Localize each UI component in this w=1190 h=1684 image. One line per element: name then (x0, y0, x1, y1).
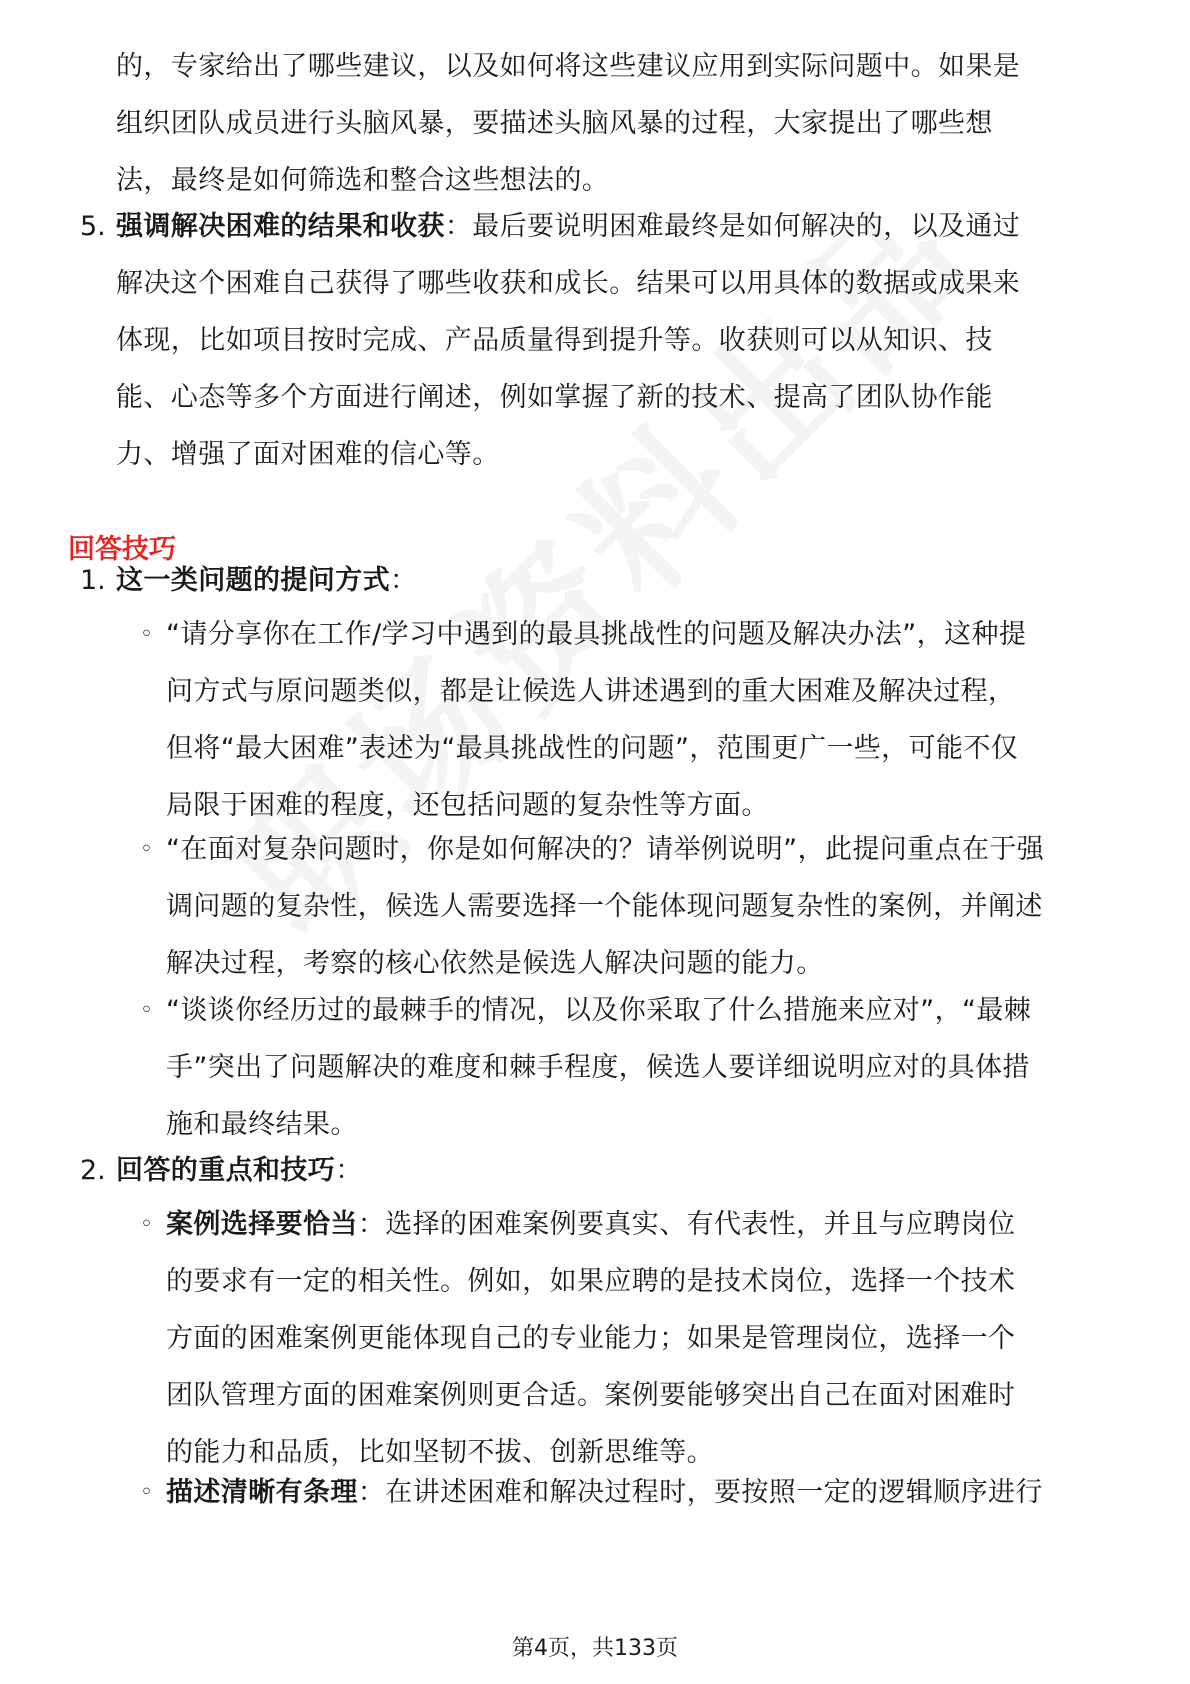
bullet-icon: ◦ (140, 837, 153, 862)
tip2-heading (116, 1142, 1034, 1199)
tip1-text: ： (390, 565, 418, 596)
tip1-bold: 这一类问题的提问方式 (116, 565, 390, 596)
tip2-bullet-1-bold: 案例选择要恰当 (166, 1209, 358, 1240)
bullet-icon: ◦ (140, 1212, 153, 1237)
tip1-heading (116, 552, 1034, 609)
tip1-bullet-3: “谈谈你经历过的最棘手的情况，以及你采取了什么措施来应对”，“最棘手”突出了问题解决的难度和棘手程度，候选人要详细说明应对的具体措施和最终结果。 (166, 995, 1032, 1140)
tip2-bullet-1 (166, 1196, 1034, 1481)
tip2-number: 2. (80, 1155, 106, 1186)
tip2-bullet-2 (166, 1464, 1046, 1521)
bullet-icon: ◦ (140, 1480, 153, 1505)
bullet-icon: ◦ (140, 622, 153, 647)
item5-paragraph (116, 198, 1034, 483)
tip1-bullet-1: “请分享你在工作/学习中遇到的最具挑战性的问题及解决办法”，这种提问方式与原问题类似，都是让候选人讲述遇到的重大困难及解决过程，但将“最大困难”表述为“最具挑战性的问题”，范围更广一些，可能不仅局限于困难的程度，还包括问题的复杂性等方面。 (166, 619, 1027, 821)
bullet-icon: ◦ (140, 998, 153, 1023)
page-footer: 第4页，共133页 (512, 1636, 678, 1661)
item5-text: ：最后要说明困难最终是如何解决的，以及通过解决这个困难自己获得了哪些收获和成长。结果可以用具体的数据或成果来体现，比如项目按时完成、产品质量得到提升等。收获则可以从知识、技能、心态等多个方面进行阐述，例如掌握了新的技术、提高了团队协作能力、增强了面对困难的信心等。 (116, 211, 1021, 470)
intro-paragraph: 的，专家给出了哪些建议，以及如何将这些建议应用到实际问题中。如果是组织团队成员进行头脑风暴，要描述头脑风暴的过程，大家提出了哪些想法，最终是如何筛选和整合这些想法的。 (116, 51, 1021, 196)
item5-number: 5. (80, 211, 106, 242)
tip1-bullet-2: “在面对复杂问题时，你是如何解决的？请举例说明”，此提问重点在于强调问题的复杂性，候选人需要选择一个能体现问题复杂性的案例，并阐述解决过程，考察的核心依然是候选人解决问题的能力。 (166, 834, 1045, 979)
tip2-bullet-2-text: ：在讲述困难和解决过程时，要按照一定的逻辑顺序进行 (357, 1477, 1043, 1508)
item5-bold: 强调解决困难的结果和收获 (116, 211, 445, 242)
tip2-text: ： (335, 1155, 363, 1186)
tip1-number: 1. (80, 565, 106, 596)
tip2-bold: 回答的重点和技巧 (116, 1155, 336, 1186)
tip2-bullet-2-bold: 描述清晰有条理 (166, 1477, 358, 1508)
tip2-bullet-1-text: ：选择的困难案例要真实、有代表性，并且与应聘岗位的要求有一定的相关性。例如，如果应聘的是技术岗位，选择一个技术方面的困难案例更能体现自己的专业能力；如果是管理岗位，选择一个团队管理方面的困难案例则更合适。案例要能够突出自己在面对困难时的能力和品质，比如坚韧不拔、创新思维等。 (166, 1209, 1016, 1468)
section-heading: 回答技巧 (68, 534, 176, 565)
